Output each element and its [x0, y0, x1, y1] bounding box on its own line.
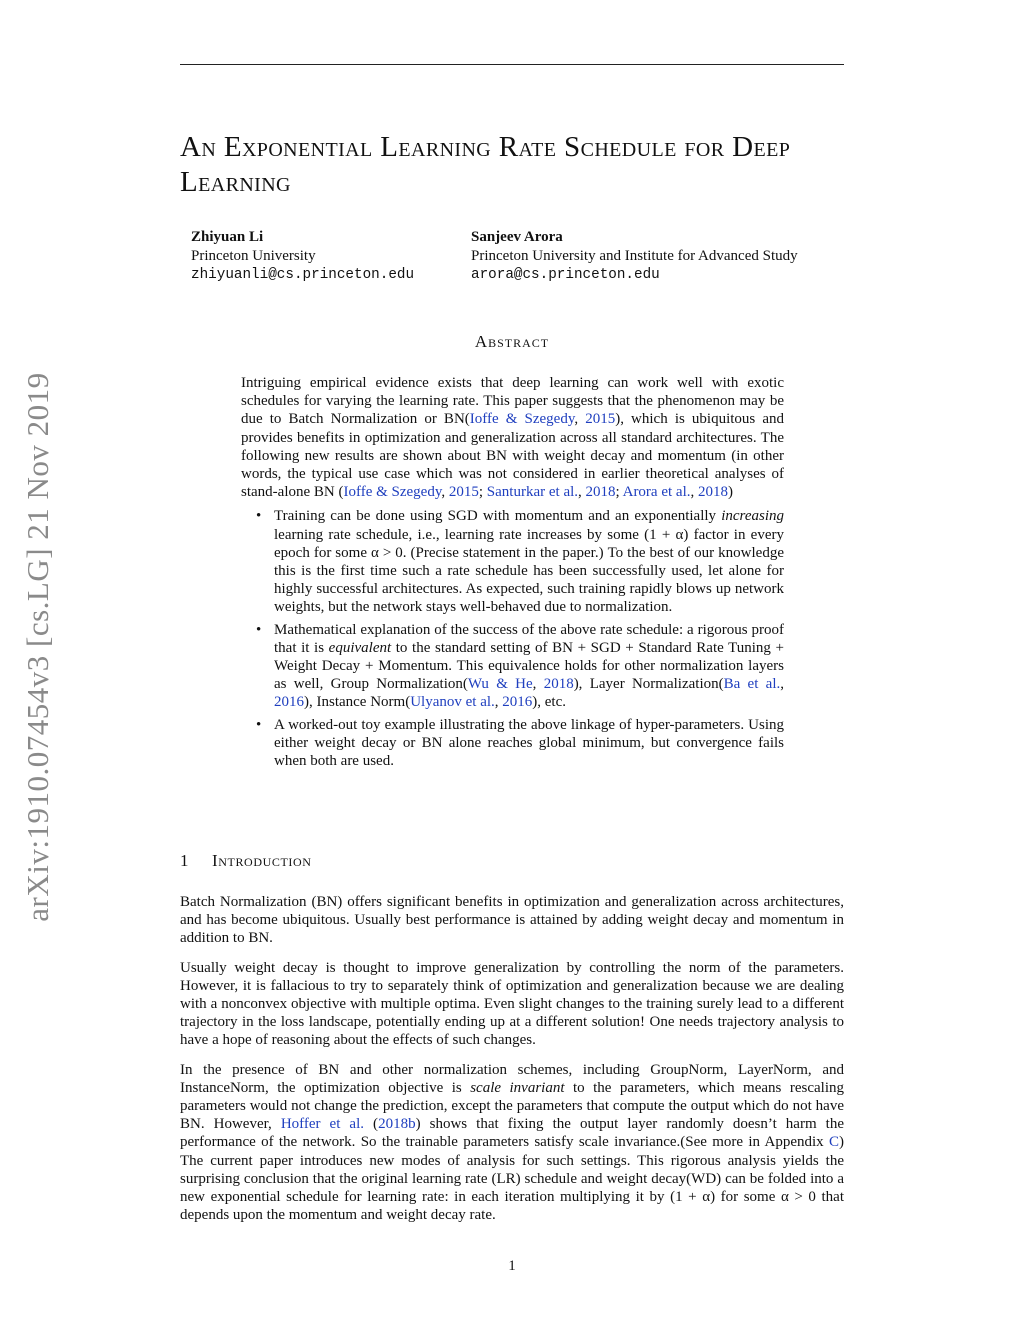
emphasis: scale invariant — [470, 1079, 565, 1096]
list-item: • Mathematical explanation of the success of the above rate schedule: a rigorous proof that it is equivalent to the standard setting of BN + SGD + Standard Rate Tuning + Weight Decay + Momentum. This equivalence holds for other normalization layers as well, Group Normalization(Wu & He, 2018), Layer Normalization(Ba et al., 2016), Instance Norm(Ulyanov et al., 2016), etc. — [256, 621, 784, 711]
arxiv-stamp: arXiv:1910.07454v3 [cs.LG] 21 Nov 2019 — [20, 372, 55, 922]
citation-year-link[interactable]: 2018 — [698, 484, 728, 501]
section-title: Introduction — [212, 851, 312, 870]
author-email[interactable]: arora@cs.princeton.edu — [471, 267, 660, 283]
page-number: 1 — [508, 1258, 516, 1274]
top-rule — [180, 64, 844, 65]
text: to the standard setting of BN + SGD + Standard Rate Tuning + Weight Decay + Momentum. This equivalence holds for other normalization layers as well, Group Normalization( — [274, 639, 784, 693]
text: Training can be done using SGD with momentum and an exponentially — [274, 508, 722, 525]
citation-link[interactable]: Ioffe & Szegedy — [469, 411, 575, 428]
text: A worked-out toy example illustrating the above linkage of hyper-parameters. Using either weight decay or BN alone reaches global minimum, but convergence fails when both are used. — [274, 716, 784, 770]
list-item — [241, 716, 784, 771]
paper-title: An Exponential Learning Rate Schedule for Deep Learning — [180, 131, 791, 198]
author-name: Sanjeev Arora — [471, 229, 563, 245]
author-name: Zhiyuan Li — [191, 229, 264, 245]
text: Intriguing empirical evidence exists that deep learning can work well with exotic schedules for varying the learning rate. This paper suggests that the phenomenon may be due to Batch Normalization or BN( — [241, 375, 784, 428]
citation-link[interactable]: Ba et al. — [723, 676, 781, 693]
paragraph: Usually weight decay is thought to improve generalization by controlling the norm of the parameters. However, it is fallacious to try to separately think of optimization and generalization because we are dealing with a nonconvex objective with multiple optima. Even slight changes to the training surely lead to a different trajectory in the loss landscape, potentially ending up at a different solution! One needs trajectory analysis to have a hope of reasoning about the effects of such changes. — [180, 959, 844, 1049]
list-item — [241, 507, 784, 616]
citation-year-link[interactable]: 2015 — [448, 484, 479, 501]
text: ), Instance Norm( — [304, 694, 411, 711]
abstract — [241, 374, 784, 774]
appendix-link[interactable]: C — [828, 1134, 839, 1151]
abstract-paragraph: Intriguing empirical evidence exists that deep learning can work well with exotic schedules for varying the learning rate. This paper suggests that the phenomenon may be due to Batch Normalization or BN(Ioffe & Szegedy, 2015), which is ubiquitous and provides benefits in optimization and generalization across all standard architectures. The following new results are shown about BN with weight decay and momentum (in other words, the typical use case which was not considered in earlier theoretical analyses of stand-alone BN (Ioffe & Szegedy, 2015; Santurkar et al., 2018; Arora et al., 2018) — [241, 375, 785, 501]
text: shows that fixing the output layer randomly doesn’t harm the performance of the network. So the trainable parameters satisfy scale invariance.(See more in Appendix — [180, 1116, 844, 1151]
bullet-icon: • — [256, 621, 262, 638]
citation-link[interactable]: Santurkar et al. — [486, 484, 579, 501]
text: In the presence of BN and other normalization schemes, including GroupNorm, LayerNorm, and InstanceNorm, the optimization objective is — [180, 1061, 844, 1096]
text: Mathematical explanation of the success of the above rate schedule: a rigorous proof that it is — [274, 621, 784, 656]
paragraph: In the presence of BN and other normalization schemes, including GroupNorm, LayerNorm, and InstanceNorm, the optimization objective is scale invariant to the parameters, which means rescaling parameters would not change the prediction, except the parameters that compute the output which do not have BN. However, Hoffer et al. (2018b) shows that fixing the output layer randomly doesn’t harm the performance of the network. So the trainable parameters satisfy scale invariance.(See more in Appendix C) The current paper introduces new modes of analysis for such settings. This rigorous analysis yields the surprising conclusion that the original learning rate (LR) schedule and weight decay(WD) can be folded into a new exponential schedule for learning rate: in each iteration multiplying it by (1 + α) for some α > 0 that depends upon the momentum and weight decay rate. — [180, 1061, 844, 1224]
citation-year-link[interactable]: 2016 — [502, 694, 533, 711]
author-2 — [471, 228, 798, 285]
section-number: 1 — [180, 851, 189, 870]
citation-link[interactable]: Hoffer et al. — [280, 1116, 365, 1133]
citation-link[interactable]: Arora et al. — [622, 484, 691, 501]
text: ) The current paper introduces new modes of analysis for such settings. This rigorous analysis yields the surprising conclusion that the original learning rate (LR) schedule and weight decay(WD) can be folded into a new exponential schedule for learning rate: in each iteration multiplying it by (1 + α) for some α > 0 that depends upon the momentum and weight decay rate. — [180, 1134, 844, 1224]
bullet-icon: • — [256, 508, 262, 525]
citation-year-link[interactable]: 2018 — [585, 484, 616, 501]
citation-year-link[interactable]: 2018 — [543, 676, 574, 693]
abstract-heading: Abstract — [474, 332, 550, 351]
citation-link[interactable]: Ioffe & Szegedy — [343, 484, 442, 501]
text: ), etc. — [532, 694, 567, 711]
text: ) — [728, 484, 733, 501]
paragraph: Batch Normalization (BN) offers significant benefits in optimization and generalization across architectures, and has become ubiquitous. Usually best performance is attained by adding weight decay and momentum in addition to BN. — [180, 894, 844, 947]
emphasis: equivalent — [328, 639, 392, 656]
bullet-icon: • — [256, 716, 262, 733]
citation-year-link[interactable]: 2015 — [585, 411, 616, 428]
abstract-bullet-list — [241, 507, 784, 770]
author-email[interactable]: zhiyuanli@cs.princeton.edu — [191, 267, 415, 283]
citation-year-link[interactable]: 2016 — [274, 694, 304, 711]
author-affiliation: Princeton University — [191, 248, 316, 264]
text: to the parameters, which means rescaling parameters would not change the prediction, except the parameters that compute the output which do not have BN. However, — [180, 1079, 844, 1133]
text: ), Layer Normalization( — [573, 676, 724, 693]
text: ), which is ubiquitous and provides benefits in optimization and generalization across all standard architectures. The following new results are shown about BN with weight decay and momentum (in other words, the typical use case which was not considered in earlier theoretical analyses of stand-alone BN ( — [241, 411, 785, 501]
citation-year-link[interactable]: 2018b — [378, 1116, 416, 1133]
author-1 — [191, 228, 414, 285]
introduction-body — [180, 893, 844, 1235]
citation-link[interactable]: Wu & He — [467, 676, 533, 693]
section-heading — [180, 851, 312, 871]
author-affiliation: Princeton University and Institute for Advanced Study — [471, 248, 798, 264]
text: learning rate schedule, i.e., learning rate increases by some (1 + α) factor in every epoch for some α > 0. (Precise statement in the paper.) To the best of our knowledge this is the first time such a rate schedule has been successfully used, let alone for highly successful architectures. As expected, such training rapidly blows up network weights, but the network stays well-behaved due to normalization. — [274, 526, 784, 616]
emphasis: increasing — [721, 508, 784, 525]
citation-link[interactable]: Ulyanov et al. — [410, 694, 495, 711]
